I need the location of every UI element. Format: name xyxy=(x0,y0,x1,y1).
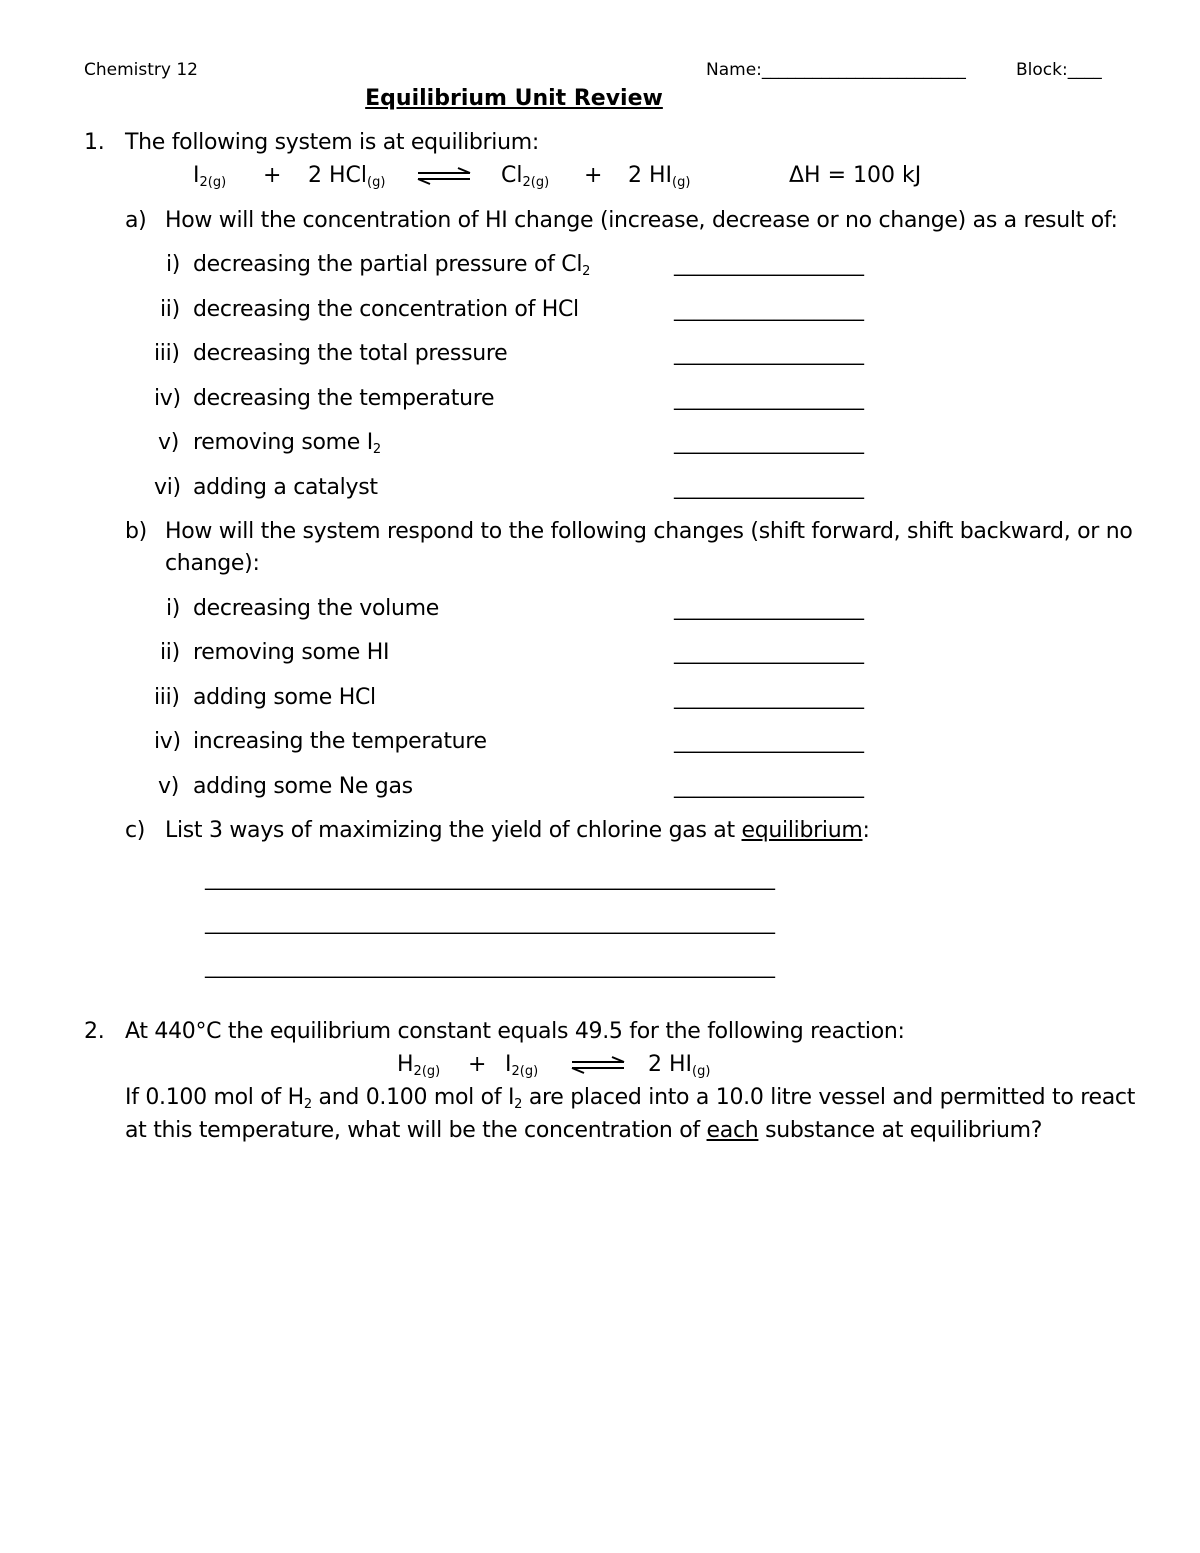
answer-blank[interactable]: ___________________ xyxy=(674,475,864,499)
answer-blank[interactable]: ___________________ xyxy=(674,640,864,664)
q1a-item-num: v) xyxy=(158,430,180,455)
q2-eq-reactant-2: $I_{2(g)}$ xyxy=(505,1052,539,1079)
q1-eq-product-1: $Cl_{2(g)}$ xyxy=(501,163,550,190)
answer-blank[interactable]: ___________________ xyxy=(674,341,864,365)
q1a-item-text: decreasing the temperature xyxy=(193,386,495,411)
answer-blank[interactable]: ___________________ xyxy=(674,596,864,620)
q1-prompt: The following system is at equilibrium: xyxy=(125,130,539,155)
q2-prompt: At 440°C the equilibrium constant equals 49.5 for the following reaction: xyxy=(125,1019,905,1044)
page-title: Equilibrium Unit Review xyxy=(365,86,663,111)
answer-line[interactable]: _________________________________________________________ xyxy=(205,954,775,978)
q1a-item-num: iii) xyxy=(154,341,180,366)
q1a-item-num: vi) xyxy=(154,475,181,500)
q1b-item-num: ii) xyxy=(160,640,180,665)
q1-eq-product-2: 2 $HI_{(g)}$ xyxy=(628,163,691,190)
q2-eq-plus: + xyxy=(468,1052,487,1077)
q1a-label: a) xyxy=(125,208,147,233)
q1a-item-text: decreasing the total pressure xyxy=(193,341,508,366)
answer-blank[interactable]: ___________________ xyxy=(674,386,864,410)
q1b-item-num: v) xyxy=(158,774,180,799)
q1-eq-reactant-2: 2 HCl$_{(g)}$ xyxy=(308,163,386,190)
equilibrium-arrow-icon xyxy=(416,166,472,186)
q1a-item-text: adding a catalyst xyxy=(193,475,378,500)
q1-eq-enthalpy: ΔH = 100 kJ xyxy=(789,163,922,188)
q2-eq-product: 2 $HI_{(g)}$ xyxy=(648,1052,711,1079)
q1b-item-text: increasing the temperature xyxy=(193,729,487,754)
q1b-item-num: iv) xyxy=(154,729,181,754)
q1-eq-reactant-1: $I_{2(g)}$ xyxy=(193,163,227,190)
q1b-item-text: removing some HI xyxy=(193,640,390,665)
q2-number: 2. xyxy=(84,1019,105,1044)
q1c-prompt: List 3 ways of maximizing the yield of chlorine gas at equilibrium: xyxy=(165,818,870,843)
q1b-item-num: i) xyxy=(166,596,181,621)
q1b-prompt: How will the system respond to the following changes (shift forward, shift backward, or no xyxy=(165,519,1133,544)
block-field[interactable]: Block:____ xyxy=(1016,60,1102,80)
q2-eq-reactant-1: $H_{2(g)}$ xyxy=(397,1052,441,1079)
q1b-label: b) xyxy=(125,519,147,544)
q1b-item-text: adding some Ne gas xyxy=(193,774,413,799)
q1-eq-plus-2: + xyxy=(584,163,603,188)
q1a-item-num: i) xyxy=(166,252,181,277)
q1-eq-plus-1: + xyxy=(263,163,282,188)
q1b-item-text: decreasing the volume xyxy=(193,596,439,621)
course-label: Chemistry 12 xyxy=(84,60,198,80)
name-field[interactable]: Name:________________________ xyxy=(706,60,966,80)
equilibrium-arrow-icon xyxy=(570,1055,626,1075)
answer-blank[interactable]: ___________________ xyxy=(674,430,864,454)
q1a-item-text: decreasing the partial pressure of $Cl_2$ xyxy=(193,252,591,279)
q1a-item-text: decreasing the concentration of HCl xyxy=(193,297,579,322)
q1b-prompt-cont: change): xyxy=(165,551,260,576)
answer-line[interactable]: _________________________________________________________ xyxy=(205,866,775,890)
q1b-item-num: iii) xyxy=(154,685,180,710)
q2-body-line-1: If 0.100 mol of $H_2$ and 0.100 mol of $I_2$ are placed into a 10.0 litre vessel and permitted to react xyxy=(125,1085,1136,1112)
q1a-item-num: ii) xyxy=(160,297,180,322)
q1b-item-text: adding some HCl xyxy=(193,685,376,710)
q1-number: 1. xyxy=(84,130,105,155)
answer-blank[interactable]: ___________________ xyxy=(674,252,864,276)
answer-blank[interactable]: ___________________ xyxy=(674,685,864,709)
answer-line[interactable]: _________________________________________________________ xyxy=(205,910,775,934)
q2-body-line-2: at this temperature, what will be the concentration of each substance at equilibrium? xyxy=(125,1118,1043,1143)
answer-blank[interactable]: ___________________ xyxy=(674,729,864,753)
q1a-item-num: iv) xyxy=(154,386,181,411)
answer-blank[interactable]: ___________________ xyxy=(674,297,864,321)
q1c-label: c) xyxy=(125,818,146,843)
answer-blank[interactable]: ___________________ xyxy=(674,774,864,798)
q1a-item-text: removing some $I_2$ xyxy=(193,430,381,457)
q1a-prompt: How will the concentration of HI change (increase, decrease or no change) as a result of: xyxy=(165,208,1118,233)
